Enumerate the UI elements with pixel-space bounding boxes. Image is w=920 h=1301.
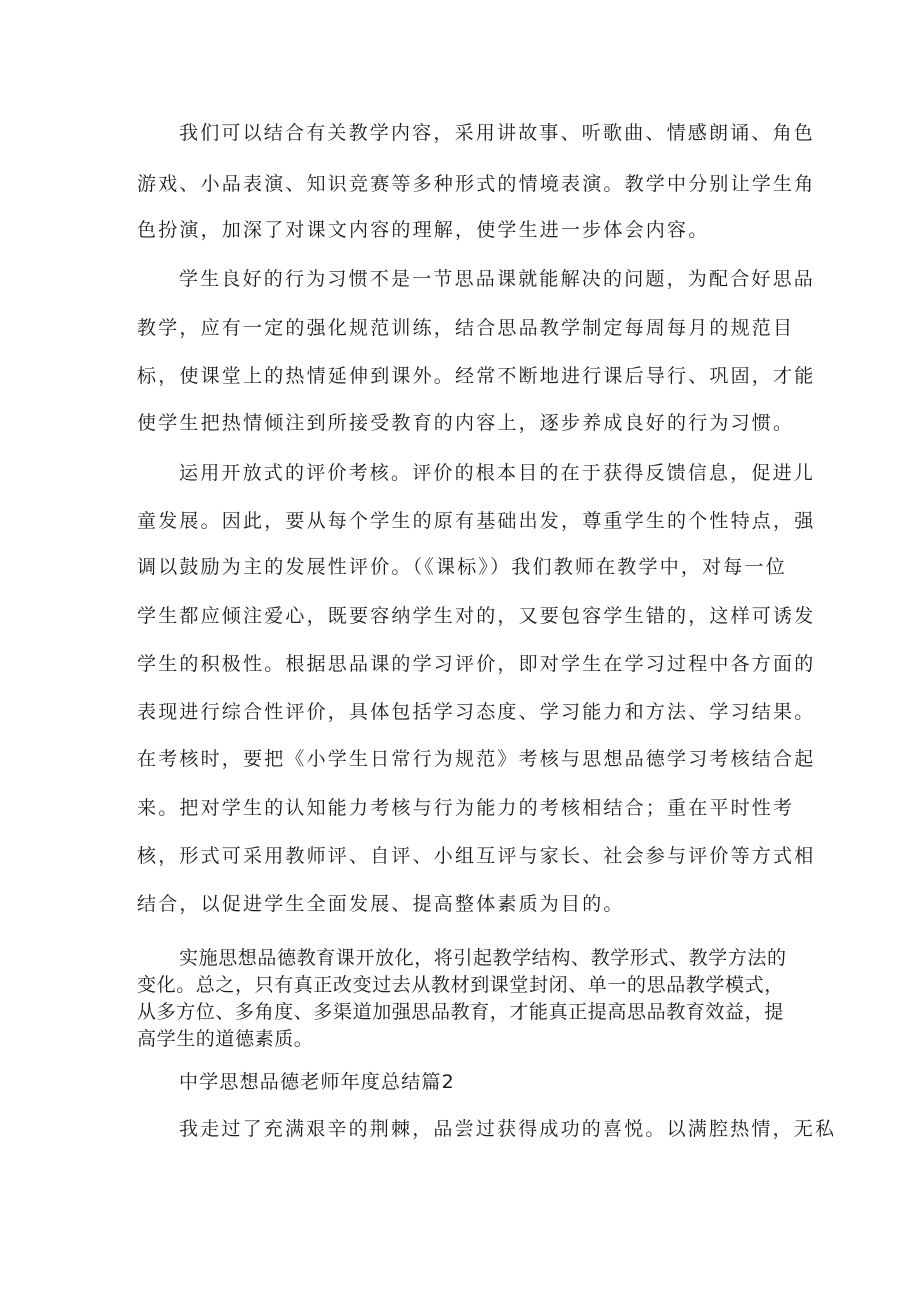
paragraph-3-line-10: 结合，以促进学生全面发展、提高整体素质为目的。 <box>137 893 625 915</box>
paragraph-3-line-8: 来。把对学生的认知能力考核与行为能力的考核相结合；重在平时性考 <box>137 797 795 819</box>
paragraph-1-line-2: 游戏、小品表演、知识竞赛等多种形式的情境表演。教学中分别让学生角 <box>137 173 816 195</box>
paragraph-1-line-1: 我们可以结合有关教学内容，采用讲故事、听歌曲、情感朗诵、角色 <box>179 122 816 144</box>
paragraph-3-line-4: 学生都应倾注爱心，既要容纳学生对的，又要包容学生错的，这样可诱发 <box>137 605 816 627</box>
paragraph-3-line-1: 运用开放式的评价考核。评价的根本目的在于获得反馈信息，促进儿 <box>179 462 816 484</box>
paragraph-1-line-3: 色扮演，加深了对课文内容的理解，使学生进一步体会内容。 <box>137 219 710 241</box>
paragraph-2-line-2: 教学，应有一定的强化规范训练，结合思品教学制定每周每月的规范目 <box>137 317 795 339</box>
paragraph-4-line-4: 高学生的道德素质。 <box>137 1028 314 1050</box>
paragraph-3-line-3: 调以鼓励为主的发展性评价。（《课标》）我们教师在教学中，对每一位 <box>137 556 787 578</box>
paragraph-2-line-3: 标，使课堂上的热情延伸到课外。经常不断地进行课后导行、巩固，才能 <box>137 365 816 387</box>
paragraph-4-line-2: 变化。总之，只有真正改变过去从教材到课堂封闭、单一的思品教学模式， <box>137 974 784 996</box>
paragraph-2-line-4: 使学生把热情倾注到所接受教育的内容上，逐步养成良好的行为习惯。 <box>137 412 795 434</box>
paragraph-4-line-3: 从多方位、多角度、多渠道加强思品教育，才能真正提高思品教育效益，提 <box>137 1001 784 1023</box>
section-heading: 中学思想品德老师年度总结篇2 <box>179 1071 455 1093</box>
paragraph-3-line-2: 童发展。因此，要从每个学生的原有基础出发，尊重学生的个性特点，强 <box>137 510 816 532</box>
paragraph-3-line-7: 在考核时，要把《小学生日常行为规范》考核与思想品德学习考核结合起 <box>137 748 816 770</box>
paragraph-2-line-1: 学生良好的行为习惯不是一节思品课就能解决的问题，为配合好思品 <box>179 268 816 290</box>
paragraph-3-line-9: 核，形式可采用教师评、自评、小组互评与家长、社会参与评价等方式相 <box>137 845 816 867</box>
paragraph-3-line-6: 表现进行综合性评价，具体包括学习态度、学习能力和方法、学习结果。 <box>137 701 816 723</box>
paragraph-3-line-5: 学生的积极性。根据思品课的学习评价，即对学生在学习过程中各方面的 <box>137 653 816 675</box>
paragraph-5-line-1: 我走过了充满艰辛的荆棘，品尝过获得成功的喜悦。以满腔热情，无私 <box>179 1118 837 1140</box>
paragraph-4-line-1: 实施思想品德教育课开放化，将引起教学结构、教学形式、教学方法的 <box>179 947 787 969</box>
